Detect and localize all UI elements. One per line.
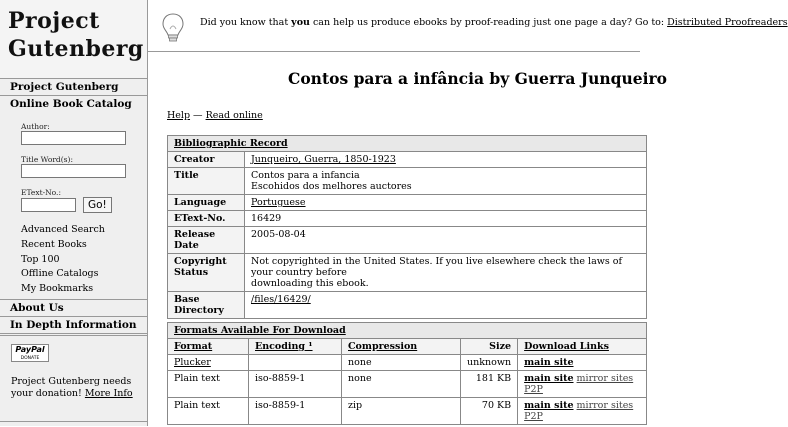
encoding-cell: iso-8859-1 (249, 398, 342, 425)
etext-search-row (21, 197, 147, 213)
download-links-column-header[interactable]: Download Links (524, 341, 609, 352)
logo-line-2[interactable]: Gutenberg (8, 36, 144, 62)
author-label: Author: (21, 122, 50, 131)
title-value-line-2: Escohidos dos melhores auctores (251, 181, 412, 192)
base-directory-link[interactable]: /files/16429/ (251, 294, 311, 305)
sidebar-heading-project-gutenberg[interactable]: Project Gutenberg (0, 79, 147, 96)
sidebar-divider (0, 421, 147, 422)
bibliographic-record-caption[interactable] (168, 136, 647, 152)
size-cell: unknown (461, 355, 518, 371)
go-button[interactable]: Go! (83, 197, 112, 213)
table-row (168, 355, 647, 371)
copyright-status-value (245, 254, 647, 292)
sidebar-heading-about-us[interactable]: About Us (0, 300, 147, 317)
project-gutenberg-logo[interactable] (0, 0, 147, 79)
lightbulb-icon (162, 13, 184, 47)
title-words-label: Title Word(s): (21, 155, 73, 164)
table-row (168, 371, 647, 398)
title-value-line-1: Contos para a infancia (251, 170, 360, 181)
formats-caption-link[interactable]: Formats Available For Download (174, 325, 346, 336)
etext-no-value: 16429 (245, 211, 647, 227)
table-row (168, 211, 647, 227)
mirror-sites-link[interactable]: mirror sites (576, 400, 634, 411)
copyright-label-line-2: Status (174, 267, 209, 278)
sidebar-link-advanced-search[interactable]: Advanced Search (21, 224, 105, 235)
release-date-value: 2005-08-04 (245, 227, 647, 254)
notice-text-you: you (291, 17, 310, 28)
formats-header-row (168, 339, 647, 355)
sidebar-heading-in-depth[interactable]: In Depth Information (0, 317, 147, 334)
p2p-link[interactable]: P2P (524, 384, 543, 395)
main-content (148, 52, 668, 426)
bibliographic-record-table (167, 135, 647, 319)
table-row (168, 398, 647, 425)
format-cell: Plain text (168, 371, 249, 398)
compression-column-header[interactable]: Compression (348, 341, 418, 352)
format-column-header[interactable]: Format (174, 341, 213, 352)
release-date-label: Release Date (168, 227, 245, 254)
sidebar-link-recent-books[interactable]: Recent Books (21, 238, 87, 250)
main-site-link[interactable]: main site (524, 357, 574, 368)
more-info-link[interactable]: More Info (84, 388, 133, 399)
notice-bar (148, 0, 788, 52)
catalog-links (0, 223, 147, 297)
copyright-label-line-1: Copyright (174, 256, 227, 267)
encoding-cell (249, 355, 342, 371)
formats-table (167, 322, 647, 425)
compression-cell: none (342, 355, 461, 371)
etext-no-row-label: EText-No. (168, 211, 245, 227)
sidebar-link-my-bookmarks[interactable]: My Bookmarks (21, 283, 94, 295)
creator-value-link[interactable]: Junqueiro, Guerra, 1850-1923 (251, 154, 396, 165)
bibliographic-record-link[interactable]: Bibliographic Record (174, 138, 288, 149)
paypal-donate-text: DONATE (20, 356, 40, 361)
compression-cell: none (342, 371, 461, 398)
help-links (167, 110, 263, 121)
p2p-link[interactable]: P2P (524, 411, 543, 422)
title-label: Title (168, 168, 245, 195)
sidebar-link-offline-catalogs[interactable]: Offline Catalogs (21, 268, 99, 280)
sidebar-heading-online-catalog[interactable]: Online Book Catalog (10, 98, 132, 110)
mirror-sites-link[interactable]: mirror sites (576, 373, 634, 384)
title-words-input[interactable] (21, 164, 126, 178)
table-row (168, 168, 647, 195)
table-row (168, 152, 647, 168)
encoding-cell: iso-8859-1 (249, 371, 342, 398)
size-column-header: Size (461, 339, 518, 355)
size-cell: 70 KB (461, 398, 518, 425)
creator-label: Creator (168, 152, 245, 168)
table-row (168, 227, 647, 254)
help-separator: — (190, 110, 206, 121)
sidebar (0, 0, 148, 426)
copyright-value-line-2: downloading this ebook. (251, 278, 369, 289)
copyright-status-label (168, 254, 245, 292)
donation-message (11, 376, 141, 400)
read-online-link[interactable]: Read online (205, 110, 263, 121)
main-site-link[interactable]: main site (524, 400, 574, 411)
paypal-donate-button[interactable] (11, 344, 49, 362)
format-plucker-link[interactable]: Plucker (174, 357, 211, 368)
proofreading-notice (200, 17, 788, 28)
compression-cell: zip (342, 398, 461, 425)
language-value-link[interactable]: Portuguese (251, 197, 306, 208)
donation-text: Project Gutenberg needs your donation! (11, 376, 132, 399)
etext-no-label: EText-No.: (21, 188, 61, 197)
format-cell: Plain text (168, 398, 249, 425)
size-cell: 181 KB (461, 371, 518, 398)
copyright-value-line-1: Not copyrighted in the United States. If you live elsewhere check the laws of your country before (251, 256, 622, 278)
language-label: Language (168, 195, 245, 211)
logo-line-1[interactable]: Project (8, 8, 100, 34)
donation-panel (0, 335, 147, 427)
paypal-logo-text: PayPal (15, 345, 45, 354)
notice-text-post: can help us produce ebooks by proof-reading just one page a day? Go to: (309, 17, 668, 28)
title-value (245, 168, 647, 195)
formats-caption[interactable] (168, 323, 647, 339)
catalog-search-panel (0, 96, 147, 300)
table-row (168, 254, 647, 292)
base-directory-label: Base Directory (168, 292, 245, 319)
page-title: Contos para a infância by Guerra Junqueiro (288, 69, 668, 88)
sidebar-link-top-100[interactable]: Top 100 (21, 253, 60, 265)
main-site-link[interactable]: main site (524, 373, 574, 384)
help-link[interactable]: Help (167, 110, 191, 121)
distributed-proofreaders-link[interactable]: Distributed Proofreaders (667, 17, 788, 28)
etext-no-input[interactable] (21, 198, 76, 212)
encoding-column-header[interactable]: Encoding ¹ (255, 341, 313, 352)
notice-text-pre: Did you know that (200, 17, 292, 28)
table-row (168, 292, 647, 319)
table-row (168, 195, 647, 211)
author-input[interactable] (21, 131, 126, 145)
